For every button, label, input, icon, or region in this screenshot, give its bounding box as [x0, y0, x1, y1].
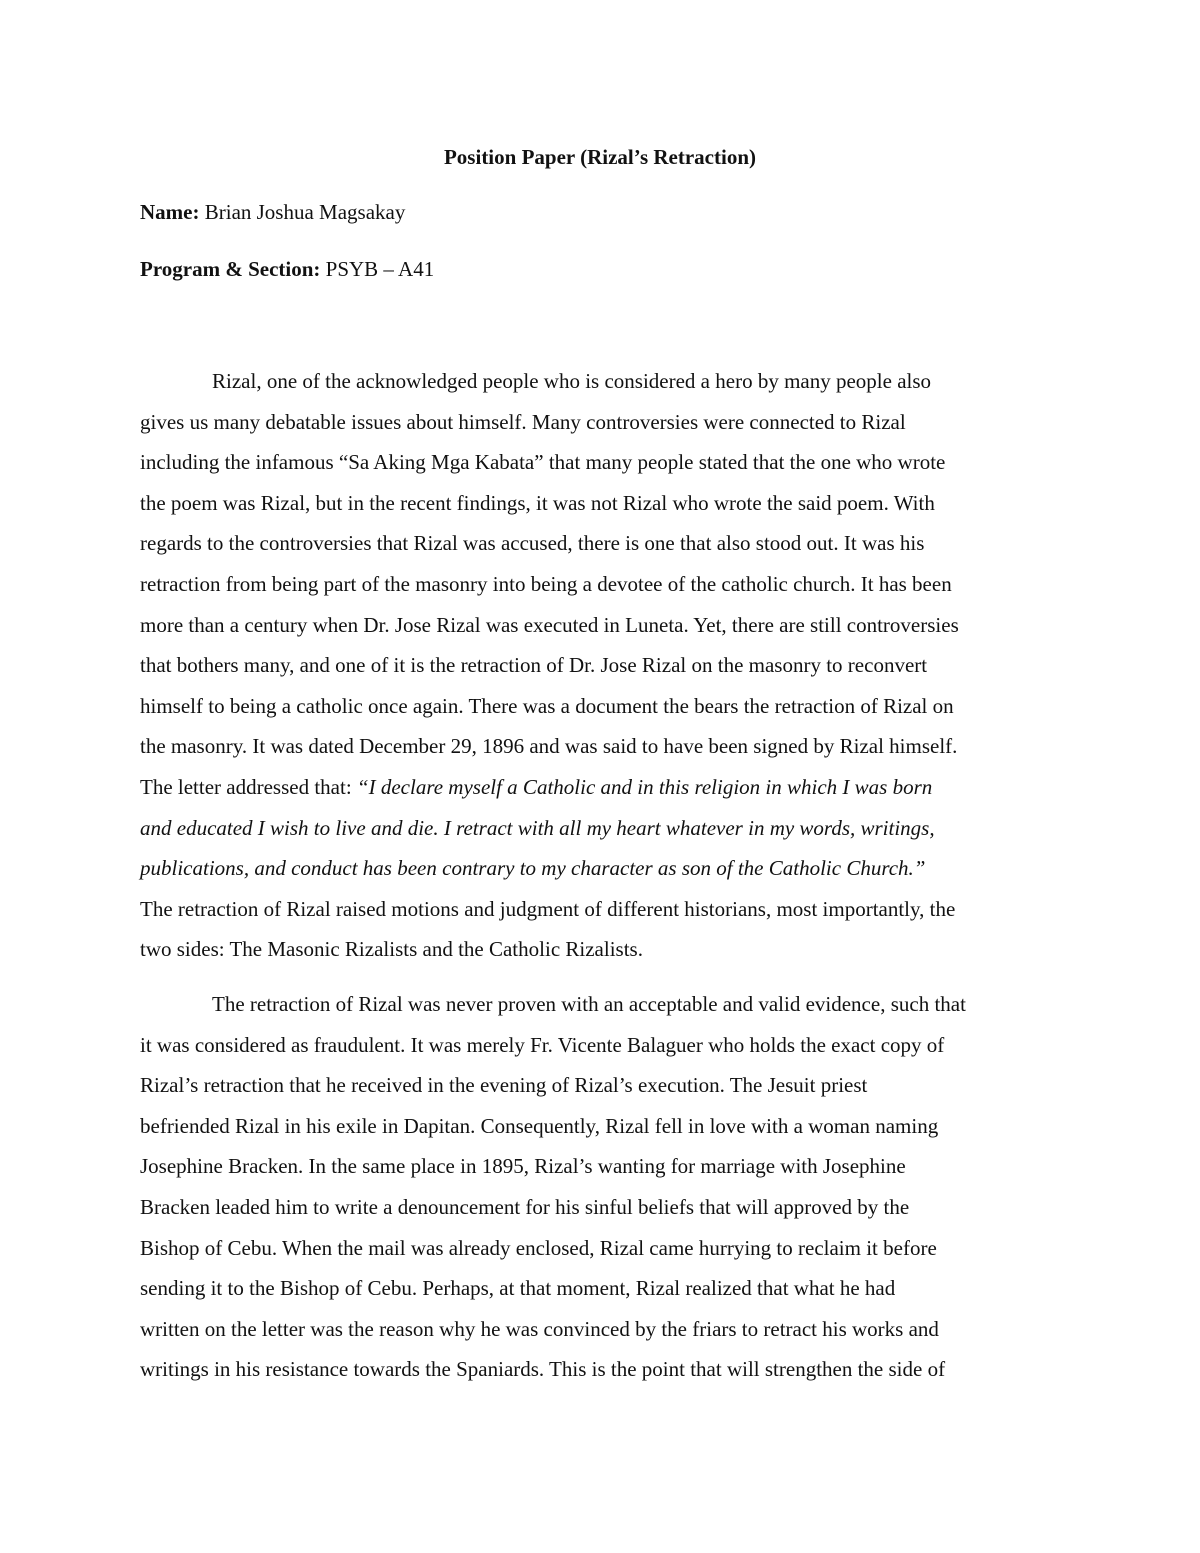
paragraph-2 — [140, 984, 1060, 1390]
paragraph-line: the masonry. It was dated December 29, 1896 and was said to have been signed by Rizal himself. — [140, 734, 958, 759]
paragraph-line: gives us many debatable issues about himself. Many controversies were connected to Rizal — [140, 409, 906, 434]
paragraph-line: Bishop of Cebu. When the mail was already enclosed, Rizal came hurrying to reclaim it before — [140, 1235, 937, 1260]
paragraph-1 — [140, 361, 1060, 970]
paragraph-line: himself to being a catholic once again. There was a document the bears the retraction of Rizal on — [140, 693, 954, 718]
author-name — [140, 196, 405, 228]
retraction-quote: and educated I wish to live and die. I retract with all my heart whatever in my words, writings, — [140, 815, 935, 840]
paragraph-line: Bracken leaded him to write a denouncement for his sinful beliefs that will approved by the — [140, 1194, 910, 1219]
retraction-quote: “I declare myself a Catholic and in this religion in which I was born — [356, 774, 933, 799]
paragraph-line: it was considered as fraudulent. It was merely Fr. Vicente Balaguer who holds the exact copy of — [140, 1032, 945, 1057]
paragraph-line — [140, 767, 1060, 808]
retraction-quote: publications, and conduct has been contrary to my character as son of the Catholic Church.” — [140, 856, 926, 881]
paragraph-line: The retraction of Rizal was never proven with an acceptable and valid evidence, such that — [212, 992, 966, 1016]
paragraph-line — [140, 808, 1060, 849]
paragraph-line: writings in his resistance towards the Spaniards. This is the point that will strengthen the side of — [140, 1357, 946, 1382]
paragraph-line: The retraction of Rizal raised motions and judgment of different historians, most importantly, the — [140, 896, 956, 921]
paragraph-line: written on the letter was the reason why he was convinced by the friars to retract his works and — [140, 1316, 939, 1341]
paragraph-line: two sides: The Masonic Rizalists and the Catholic Rizalists. — [140, 937, 643, 962]
paragraph-line: Josephine Bracken. In the same place in 1895, Rizal’s wanting for marriage with Josephine — [140, 1154, 906, 1179]
paragraph-line: including the infamous “Sa Aking Mga Kabata” that many people stated that the one who wrote — [140, 450, 946, 475]
paragraph-line: that bothers many, and one of it is the retraction of Dr. Jose Rizal on the masonry to reconvert — [140, 653, 928, 678]
paragraph-line: regards to the controversies that Rizal was accused, there is one that also stood out. It was his — [140, 531, 925, 556]
paragraph-line: Rizal, one of the acknowledged people who is considered a hero by many people also — [212, 369, 932, 393]
name-value: Brian Joshua Magsakay — [199, 200, 406, 224]
program-section — [140, 253, 434, 285]
page-title: Position Paper (Rizal’s Retraction) — [443, 145, 757, 169]
paragraph-line: sending it to the Bishop of Cebu. Perhaps, at that moment, Rizal realized that what he had — [140, 1276, 896, 1301]
paragraph-line: more than a century when Dr. Jose Rizal was executed in Luneta. Yet, there are still controversies — [140, 612, 959, 637]
paragraph-line — [140, 848, 1060, 889]
quote-intro: The letter addressed that: — [140, 774, 357, 799]
name-label: Name: — [140, 200, 200, 224]
program-label: Program & Section: — [140, 257, 321, 281]
paragraph-line: Rizal’s retraction that he received in the evening of Rizal’s execution. The Jesuit priest — [140, 1073, 868, 1098]
paragraph-line: retraction from being part of the masonry into being a devotee of the catholic church. It has been — [140, 571, 952, 596]
paragraph-line: the poem was Rizal, but in the recent findings, it was not Rizal who wrote the said poem. With — [140, 490, 935, 515]
program-value: PSYB – A41 — [320, 257, 435, 281]
paragraph-line: befriended Rizal in his exile in Dapitan. Consequently, Rizal fell in love with a woman naming — [140, 1113, 939, 1138]
